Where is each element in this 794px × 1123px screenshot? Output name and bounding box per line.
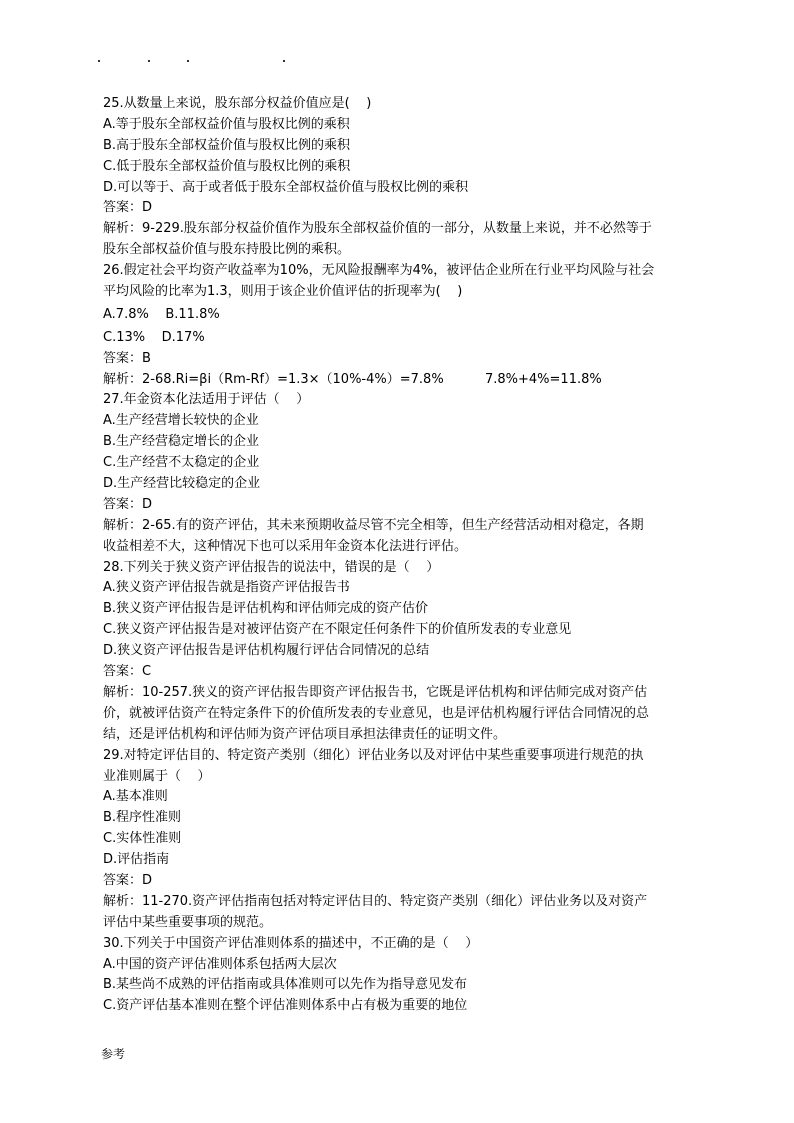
explanation-text: 结，还是评估机构和评估师为资产评估项目承担法律责任的证明文件。 <box>103 726 507 742</box>
option-text: C.实体性准则 <box>103 831 182 847</box>
header-mark <box>98 60 100 62</box>
option-text: D.狭义资产评估报告是评估机构履行评估合同情况的总结 <box>103 643 430 659</box>
explanation-text: 解析：2-65.有的资产评估，其未来预期收益尽管不完全相等，但生产经营活动相对稳定，各期 <box>103 517 644 533</box>
header-mark <box>187 60 189 62</box>
explanation-text: 平均风险的比率为1.3，则用于该企业价值评估的折现率为( ) <box>103 284 463 300</box>
option-text: B.某些尚不成熟的评估指南或具体准则可以先作为指导意见发布 <box>103 977 468 993</box>
explanation-text: 价，就被评估资产在特定条件下的价值所发表的专业意见，也是评估机构履行评估合同情况的总 <box>103 705 650 721</box>
option-text: C.狭义资产评估报告是对被评估资产在不限定任何条件下的价值所发表的专业意见 <box>103 622 572 638</box>
option-text: C.低于股东全部权益价值与股权比例的乘积 <box>103 158 351 174</box>
option-text: A.生产经营增长较快的企业 <box>103 413 259 429</box>
option-text: C.生产经营不太稳定的企业 <box>103 455 260 471</box>
option-text: B.狭义资产评估报告是评估机构和评估师完成的资产估价 <box>103 601 429 617</box>
explanation-text: 解析：11-270.资产评估指南包括对特定评估目的、特定资产类别（细化）评估业务以及对资产 <box>103 893 648 909</box>
question-text: 28.下列关于狭义资产评估报告的说法中，错误的是（ ） <box>103 559 440 575</box>
option-text: A.狭义资产评估报告就是指资产评估报告书 <box>103 580 350 596</box>
question-text: 29.对特定评估目的、特定资产类别（细化）评估业务以及对评估中某些重要事项进行规范的执 <box>103 747 644 763</box>
answer-text: 答案：B <box>103 350 151 366</box>
option-text: D.可以等于、高于或者低于股东全部权益价值与股权比例的乘积 <box>103 179 469 195</box>
question-text: 27.年金资本化法适用于评估（ ） <box>103 392 310 408</box>
explanation-text: 解析：10-257.狭义的资产评估报告即资产评估报告书，它既是评估机构和评估师完成对资产估 <box>103 684 648 700</box>
option-text: B.程序性准则 <box>103 810 182 826</box>
option-text: A.等于股东全部权益价值与股权比例的乘积 <box>103 116 350 132</box>
document-body <box>103 94 703 1017</box>
answer-text: 答案：D <box>103 496 153 512</box>
explanation-text: 收益相差不大，这种情况下也可以采用年金资本化法进行评估。 <box>103 538 468 554</box>
option-text: D.生产经营比较稳定的企业 <box>103 476 261 492</box>
option-text: A.基本准则 <box>103 789 168 805</box>
question-text: 26.假定社会平均资产收益率为10%，无风险报酬率为4%，被评估企业所在行业平均风险与社会 <box>103 263 655 279</box>
option-text: B.生产经营稳定增长的企业 <box>103 434 260 450</box>
option-text: C.资产评估基本准则在整个评估准则体系中占有极为重要的地位 <box>103 998 468 1014</box>
option-text: D.评估指南 <box>103 852 170 868</box>
question-text: 25.从数量上来说，股东部分权益价值应是( ) <box>103 96 372 111</box>
explanation-text: 业准则属于（ ） <box>103 768 211 784</box>
header-mark <box>283 60 285 62</box>
answer-text: 答案：C <box>103 664 152 680</box>
explanation-text: 评估中某些重要事项的规范。 <box>103 914 273 930</box>
explanation-text: 股东全部权益价值与股东持股比例的乘积。 <box>103 242 351 258</box>
answer-text: 答案：D <box>103 872 153 888</box>
explanation-text: 解析：9-229.股东部分权益价值作为股东全部权益价值的一部分，从数量上来说，并不必然等于 <box>103 221 652 237</box>
question-text: 30.下列关于中国资产评估准则体系的描述中，不正确的是（ ） <box>103 935 479 951</box>
explanation-text: 解析：2-68.Ri=βi（Rm-Rf）=1.3×（10%-4%）=7.8% 7.8%+4%=11.8% <box>103 371 602 387</box>
answer-text: 答案：D <box>103 200 153 216</box>
option-text: B.高于股东全部权益价值与股权比例的乘积 <box>103 137 351 153</box>
option-text: A.中国的资产评估准则体系包括两大层次 <box>103 956 337 972</box>
page-footer: 参考 <box>101 1047 126 1061</box>
option-text: A.7.8% B.11.8% <box>103 306 220 322</box>
option-text: C.13% D.17% <box>103 329 205 345</box>
header-mark <box>148 60 150 62</box>
